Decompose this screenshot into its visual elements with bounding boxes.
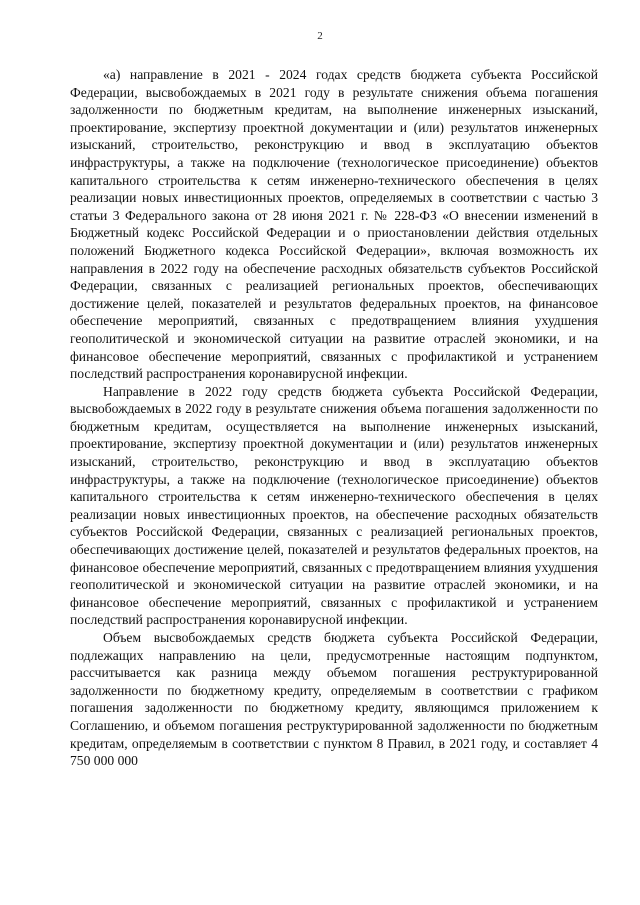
page-number: 2 xyxy=(317,30,323,42)
paragraph-3: Объем высвобождаемых средств бюджета субъекта Российской Федерации, подлежащих направлению на цели, предусмотренные настоящим подпунктом, рассчитывается как разница между объемом погашения реструктурированной задолженности по бюджетному кредиту, определяемым в соответствии с графиком погашения задолженности по бюджетному кредиту, являющимся приложением к Соглашению, и объемом погашения реструктурированной задолженности по бюджетным кредитам, определяемым в соответствии с пунктом 8 Правил, в 2021 году, и составляет 4 750 000 000 xyxy=(70,630,598,769)
document-body xyxy=(70,66,598,770)
paragraph-1: «а) направление в 2021 - 2024 годах средств бюджета субъекта Российской Федерации, высвобождаемых в 2021 году в результате снижения объема погашения задолженности по бюджетным кредитам, на выполнение инженерных изысканий, проектирование, экспертизу проектной документации и (или) результатов инженерных изысканий, строительство, реконструкцию и ввод в эксплуатацию объектов инфраструктуры, а также на подключение (технологическое присоединение) объектов капитального строительства к сетям инженерно-технического обеспечения в целях реализации новых инвестиционных проектов, определяемых в соответствии с частью 3 статьи 3 Федерального закона от 28 июня 2021 г. № 228-ФЗ «О внесении изменений в Бюджетный кодекс Российской Федерации и о приостановлении действия отдельных положений Бюджетного кодекса Российской Федерации», включая возможность их направления в 2022 году на обеспечение расходных обязательств субъектов Российской Федерации, связанных с реализацией региональных проектов, обеспечивающих достижение целей, показателей и результатов федеральных проектов, на финансовое обеспечение мероприятий, связанных с предотвращением влияния ухудшения геополитической и экономической ситуации на развитие отраслей экономики, и на финансовое обеспечение мероприятий, связанных с профилактикой и устранением последствий распространения коронавирусной инфекции. xyxy=(70,67,598,382)
paragraph-2: Направление в 2022 году средств бюджета субъекта Российской Федерации, высвобождаемых в 2022 году в результате снижения объема погашения задолженности по бюджетным кредитам, осуществляется на выполнение инженерных изысканий, проектирование, экспертизу проектной документации и (или) результатов инженерных изысканий, строительство, реконструкцию и ввод в эксплуатацию объектов инфраструктуры, а также на подключение (технологическое присоединение) объектов капитального строительства к сетям инженерно-технического обеспечения в целях реализации новых инвестиционных проектов, на обеспечение расходных обязательств субъектов Российской Федерации, связанных с реализацией региональных проектов, обеспечивающих достижение целей, показателей и результатов федеральных проектов, на финансовое обеспечение мероприятий, связанных с предотвращением влияния ухудшения геополитической и экономической ситуации на развитие отраслей экономики, и на финансовое обеспечение мероприятий, связанных с профилактикой и устранением последствий распространения коронавирусной инфекции. xyxy=(70,383,598,628)
